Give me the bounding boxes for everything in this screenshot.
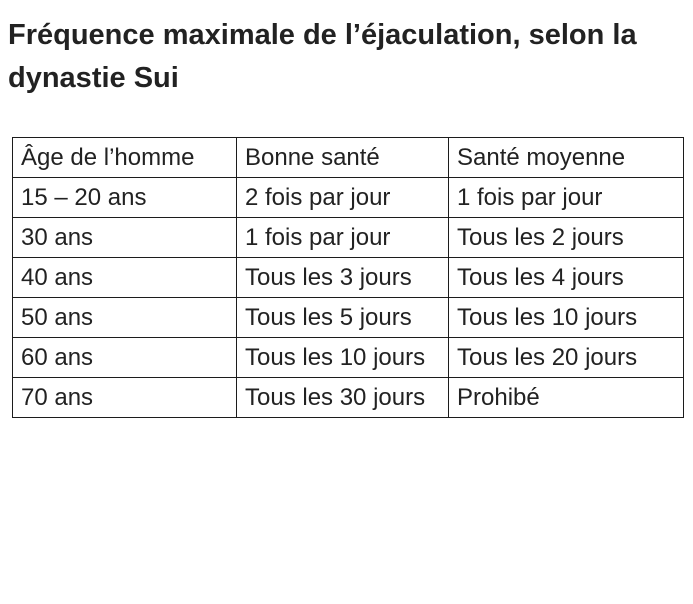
table-row xyxy=(13,338,684,378)
cell-age: 50 ans xyxy=(13,298,237,338)
cell-good-health: Tous les 30 jours xyxy=(237,378,449,418)
table-row xyxy=(13,218,684,258)
table-row xyxy=(13,298,684,338)
cell-age: 60 ans xyxy=(13,338,237,378)
cell-average-health: Tous les 2 jours xyxy=(449,218,684,258)
table-row xyxy=(13,378,684,418)
page-title: Fréquence maximale de l’éjaculation, selon la dynastie Sui xyxy=(8,19,637,94)
header-average-health: Santé moyenne xyxy=(449,138,684,178)
cell-age: 40 ans xyxy=(13,258,237,298)
cell-average-health: Tous les 10 jours xyxy=(449,298,684,338)
cell-age: 70 ans xyxy=(13,378,237,418)
table-row xyxy=(13,178,684,218)
header-good-health: Bonne santé xyxy=(237,138,449,178)
cell-age: 30 ans xyxy=(13,218,237,258)
table-row xyxy=(13,258,684,298)
header-age: Âge de l’homme xyxy=(13,138,237,178)
cell-good-health: Tous les 3 jours xyxy=(237,258,449,298)
cell-average-health: Tous les 4 jours xyxy=(449,258,684,298)
cell-average-health: Prohibé xyxy=(449,378,684,418)
cell-good-health: 2 fois par jour xyxy=(237,178,449,218)
cell-good-health: 1 fois par jour xyxy=(237,218,449,258)
frequency-table xyxy=(12,137,684,418)
cell-average-health: 1 fois par jour xyxy=(449,178,684,218)
table-header-row xyxy=(13,138,684,178)
cell-good-health: Tous les 10 jours xyxy=(237,338,449,378)
cell-good-health: Tous les 5 jours xyxy=(237,298,449,338)
cell-age: 15 – 20 ans xyxy=(13,178,237,218)
cell-average-health: Tous les 20 jours xyxy=(449,338,684,378)
